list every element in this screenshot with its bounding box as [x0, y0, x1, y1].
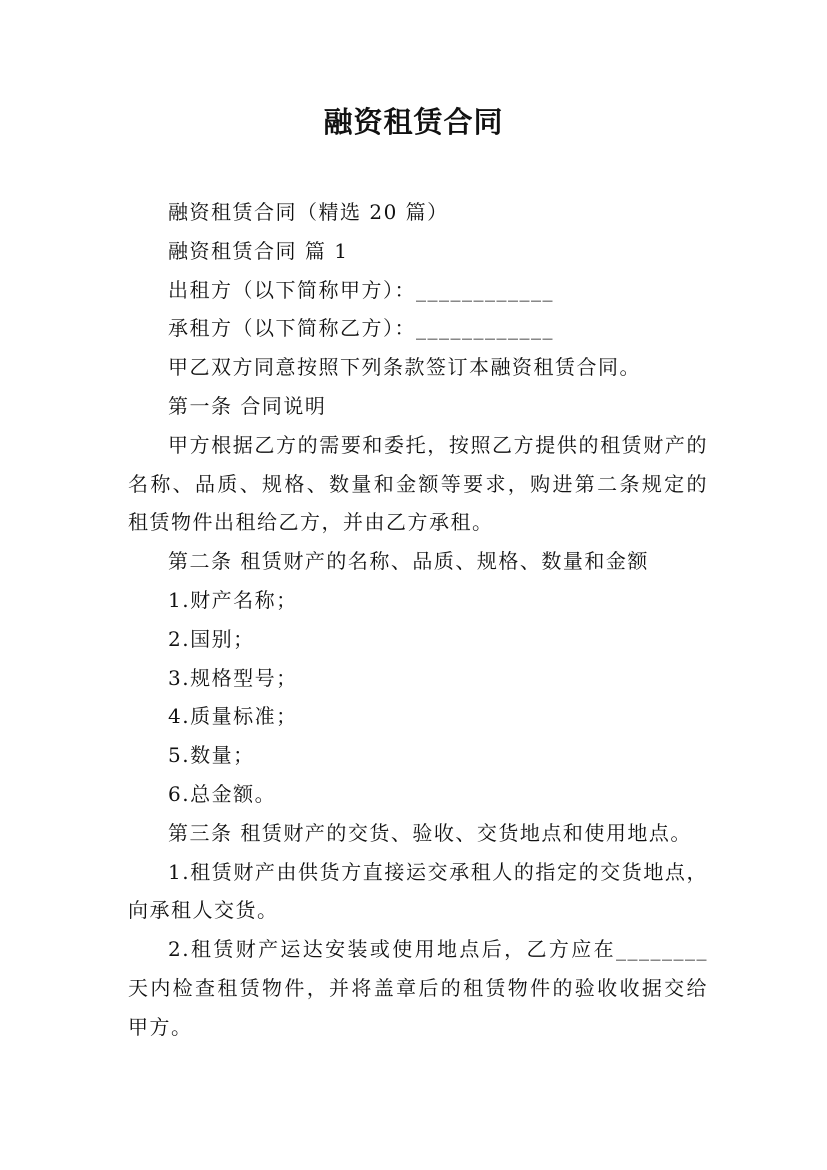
- list-item: 5.数量；: [168, 743, 255, 768]
- list-item: 2.国别；: [168, 626, 255, 651]
- paragraph-subtitle: 融资租赁合同（精选 20 篇）: [168, 200, 449, 224]
- article-3-item-2: 2.租赁财产运达安装或使用地点后，乙方应在________天内检查租赁物件，并将盖章后的租赁物件的验收收据交给甲方。: [128, 937, 708, 1039]
- article-1-text: 甲方根据乙方的需要和委托，按照乙方提供的租赁财产的名称、品质、规格、数量和金额等要求，购进第二条规定的租赁物件出租给乙方，并由乙方承租。: [128, 432, 708, 535]
- article-3-heading: 第三条 租赁财产的交货、验收、交货地点和使用地点。: [168, 820, 692, 845]
- list-item: 3.规格型号；: [168, 665, 298, 690]
- paragraph-lessor: 出租方（以下简称甲方）：____________: [168, 277, 554, 302]
- document-body: [128, 193, 708, 1047]
- article-1-heading: 第一条 合同说明: [168, 393, 327, 418]
- list-item: 4.质量标准；: [168, 704, 298, 729]
- paragraph-section-heading: 融资租赁合同 篇 1: [168, 238, 349, 263]
- list-item: 1.财产名称；: [168, 587, 298, 612]
- article-2-heading: 第二条 租赁财产的名称、品质、规格、数量和金额: [168, 549, 649, 574]
- article-3-item-1: 1.租赁财产由供货方直接运交承租人的指定的交货地点，向承租人交货。: [128, 859, 708, 923]
- list-item: 6.总金额。: [168, 781, 277, 806]
- paragraph-agreement: 甲乙双方同意按照下列条款签订本融资租赁合同。: [168, 355, 641, 380]
- paragraph-lessee: 承租方（以下简称乙方）：____________: [168, 316, 554, 341]
- document-title: 融资租赁合同: [323, 105, 504, 139]
